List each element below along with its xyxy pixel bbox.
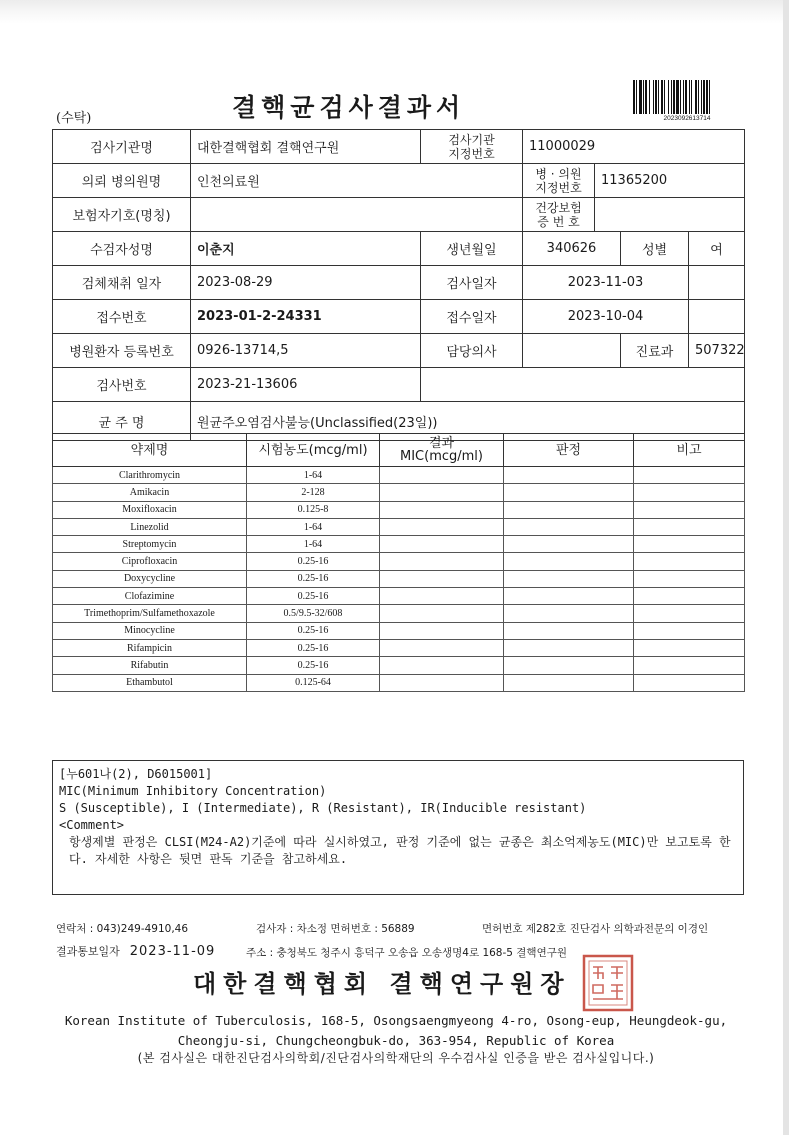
info-table [52, 129, 745, 441]
test-no-blank [421, 368, 745, 402]
table-row [53, 674, 745, 691]
barcode-bar [668, 80, 669, 114]
mic-cell [380, 536, 504, 553]
judgement-cell [504, 588, 634, 605]
document-title: 결핵균검사결과서 [232, 93, 466, 122]
barcode-bar [643, 80, 644, 114]
judgement-cell [504, 536, 634, 553]
header-remarks: 비고 [634, 434, 745, 467]
issuer-name: 대한결핵협회 결핵연구원장 [193, 969, 571, 998]
remarks-cell [634, 622, 745, 639]
drug-name-cell: Clofazimine [53, 588, 247, 605]
remarks-cell [634, 518, 745, 535]
report-date [56, 943, 215, 959]
barcode-bar [685, 80, 687, 114]
receipt-date-value: 2023-10-04 [523, 300, 689, 334]
english-address [50, 1011, 742, 1051]
barcode-bar [706, 80, 708, 114]
mic-cell [380, 657, 504, 674]
barcode-bar [653, 80, 654, 114]
mic-cell [380, 467, 504, 484]
concentration-cell: 1-64 [247, 536, 380, 553]
insurer-label: 보험자기호(명칭) [53, 198, 191, 232]
mic-cell [380, 622, 504, 639]
barcode-bar [658, 80, 659, 114]
hospital-no-value: 11365200 [595, 164, 745, 198]
health-ins-label-2: 증 번 호 [537, 214, 580, 229]
official-seal [581, 953, 635, 1013]
copy-type: (수탁) [56, 111, 92, 126]
mic-cell [380, 605, 504, 622]
judgement-cell [504, 501, 634, 518]
agency-no-label [421, 130, 523, 164]
certification-note: (본 검사실은 대한진단검사의학회/진단검사의학재단의 우수검사실 인증을 받은 검사실입니다.) [137, 1051, 655, 1065]
header-result-2: MIC(mcg/ml) [400, 449, 483, 464]
barcode-bar [655, 80, 657, 114]
notes-sir-definition: S (Susceptible), I (Intermediate), R (Resistant), IR(Inducible resistant) [59, 801, 587, 815]
remarks-cell [634, 501, 745, 518]
receipt-value: 2023-01-2-24331 [191, 300, 421, 334]
judgement-cell [504, 553, 634, 570]
concentration-cell: 0.125-8 [247, 501, 380, 518]
judgement-cell [504, 674, 634, 691]
concentration-cell: 0.25-16 [247, 553, 380, 570]
notes-comment-text: 항생제별 판정은 CLSI(M24-A2)기준에 따라 실시하였고, 판정 기준에 없는 균종은 최소억제농도(MIC)만 보고토록 한다. 자세한 사항은 뒷면 판독 기준을 참고하세요. [69, 835, 731, 866]
drug-name-cell: Clarithromycin [53, 467, 247, 484]
barcode-bar [689, 80, 690, 114]
info-row-registration [53, 334, 745, 368]
drug-name-cell: Ciprofloxacin [53, 553, 247, 570]
barcode-bar [683, 80, 684, 114]
info-row-agency [53, 130, 745, 164]
species-label: 균 주 명 [53, 402, 191, 441]
reg-value: 0926-13714,5 [191, 334, 421, 368]
footer-examiner: 검사자 : 차소정 면허번호 : 56889 [256, 923, 415, 935]
barcode-bars [632, 80, 742, 114]
mic-cell [380, 484, 504, 501]
table-row [53, 622, 745, 639]
patient-label: 수검자성명 [53, 232, 191, 266]
birth-value: 340626 [523, 232, 621, 266]
collect-label: 검체채취 일자 [53, 266, 191, 300]
test-no-label: 검사번호 [53, 368, 191, 402]
table-row [53, 467, 745, 484]
mic-cell [380, 588, 504, 605]
agency-label: 검사기관명 [53, 130, 191, 164]
table-row [53, 639, 745, 656]
report-date-label: 결과통보일자 [56, 945, 120, 958]
judgement-cell [504, 639, 634, 656]
doctor-label: 담당의사 [421, 334, 523, 368]
reg-label: 병원환자 등록번호 [53, 334, 191, 368]
collect-value: 2023-08-29 [191, 266, 421, 300]
table-row [53, 588, 745, 605]
mic-cell [380, 553, 504, 570]
barcode-bar [695, 80, 697, 114]
doctor-value [523, 334, 621, 368]
agency-no-label-2: 지정번호 [448, 146, 495, 161]
notes-mic-definition: MIC(Minimum Inhibitory Concentration) [59, 784, 327, 798]
sex-label: 성별 [621, 232, 689, 266]
notes-code: [누601나(2), D6015001] [59, 767, 213, 781]
english-address-line-2: Cheongju-si, Chungcheongbuk-do, 363-954, Republic of Korea [177, 1033, 615, 1048]
remarks-cell [634, 570, 745, 587]
susceptibility-table [52, 433, 745, 692]
notes-comment-label: <Comment> [59, 818, 125, 832]
remarks-cell [634, 484, 745, 501]
receipt-date-label: 접수일자 [421, 300, 523, 334]
health-ins-value [595, 198, 745, 232]
table-row [53, 570, 745, 587]
drug-name-cell: Minocycline [53, 622, 247, 639]
header-drug: 약제명 [53, 434, 247, 467]
concentration-cell: 0.5/9.5-32/608 [247, 605, 380, 622]
drug-name-cell: Doxycycline [53, 570, 247, 587]
table-row [53, 657, 745, 674]
barcode-bar [639, 80, 642, 114]
remarks-cell [634, 553, 745, 570]
agency-no-label-1: 검사기관 [448, 132, 495, 147]
table-row [53, 501, 745, 518]
header-concentration: 시험농도(mcg/ml) [247, 434, 380, 467]
birth-label: 생년월일 [421, 232, 523, 266]
concentration-cell: 1-64 [247, 518, 380, 535]
table-row [53, 484, 745, 501]
concentration-cell: 2-128 [247, 484, 380, 501]
hospital-label: 의뢰 병의원명 [53, 164, 191, 198]
test-no-value: 2023-21-13606 [191, 368, 421, 402]
report-date-value: 2023-11-09 [129, 944, 216, 959]
drug-name-cell: Moxifloxacin [53, 501, 247, 518]
table-row [53, 518, 745, 535]
table-row [53, 536, 745, 553]
drug-name-cell: Trimethoprim/Sulfamethoxazole [53, 605, 247, 622]
health-ins-label-1: 건강보험 [535, 200, 582, 215]
dept-label: 진료과 [621, 334, 689, 368]
barcode-bar [676, 80, 679, 114]
hospital-no-label [523, 164, 595, 198]
barcode-bar [664, 80, 665, 114]
dept-value: 507322 [689, 334, 745, 368]
agency-no-value: 11000029 [523, 130, 745, 164]
barcode-bar [661, 80, 663, 114]
barcode-bar [701, 80, 702, 114]
barcode-bar [709, 80, 710, 114]
header-result-1: 결과 [428, 436, 455, 451]
info-row-test-no [53, 368, 745, 402]
insurer-value [191, 198, 523, 232]
remarks-cell [634, 588, 745, 605]
susceptibility-body [53, 467, 745, 692]
info-row-receipt [53, 300, 745, 334]
concentration-cell: 0.25-16 [247, 639, 380, 656]
info-row-insurer [53, 198, 745, 232]
drug-name-cell: Streptomycin [53, 536, 247, 553]
judgement-cell [504, 467, 634, 484]
scan-edge [783, 0, 789, 1135]
header-judgement: 판정 [504, 434, 634, 467]
drug-name-cell: Linezolid [53, 518, 247, 535]
barcode [632, 80, 742, 122]
barcode-bar [673, 80, 675, 114]
barcode-bar [698, 80, 699, 114]
remarks-cell [634, 605, 745, 622]
concentration-cell: 0.25-16 [247, 622, 380, 639]
mic-cell [380, 501, 504, 518]
judgement-cell [504, 518, 634, 535]
drug-name-cell: Amikacin [53, 484, 247, 501]
footer-license: 면허번호 제282호 진단검사 의학과전문의 이경인 [482, 923, 709, 935]
barcode-bar [691, 80, 692, 114]
table-row [53, 553, 745, 570]
barcode-bar [645, 80, 647, 114]
remarks-cell [634, 657, 745, 674]
mic-cell [380, 518, 504, 535]
judgement-cell [504, 484, 634, 501]
judgement-cell [504, 622, 634, 639]
remarks-cell [634, 467, 745, 484]
barcode-bar [680, 80, 681, 114]
footer-address: 주소 : 충청북도 청주시 흥덕구 오송읍 오송생명4로 168-5 결핵연구원 [246, 947, 568, 959]
species-value: 원균주오염검사불능(Unclassified(23일)) [191, 402, 745, 441]
drug-name-cell: Rifampicin [53, 639, 247, 656]
info-row-patient [53, 232, 745, 266]
hospital-no-label-1: 병 · 의원 [535, 166, 582, 181]
test-date-label: 검사일자 [421, 266, 523, 300]
barcode-bar [636, 80, 637, 114]
judgement-cell [504, 657, 634, 674]
english-address-line-1: Korean Institute of Tuberculosis, 168-5, Osongsaengmyeong 4-ro, Osong-eup, Heungdeok-gu, [64, 1013, 728, 1028]
remarks-cell [634, 674, 745, 691]
test-date-value: 2023-11-03 [523, 266, 689, 300]
susceptibility-header-row [53, 434, 745, 467]
mic-cell [380, 570, 504, 587]
barcode-bar [649, 80, 650, 114]
info-row-hospital [53, 164, 745, 198]
judgement-cell [504, 605, 634, 622]
remarks-cell [634, 536, 745, 553]
header-result [380, 434, 504, 467]
judgement-cell [504, 570, 634, 587]
hospital-no-label-2: 지정번호 [535, 180, 582, 195]
test-date-blank [689, 266, 745, 300]
health-ins-label [523, 198, 595, 232]
receipt-date-blank [689, 300, 745, 334]
patient-value: 이춘지 [191, 232, 421, 266]
mic-cell [380, 639, 504, 656]
concentration-cell: 0.25-16 [247, 657, 380, 674]
remarks-cell [634, 639, 745, 656]
barcode-bar [633, 80, 635, 114]
drug-name-cell: Rifabutin [53, 657, 247, 674]
footer-contact: 연락처 : 043)249-4910,46 [56, 923, 189, 935]
concentration-cell: 0.125-64 [247, 674, 380, 691]
concentration-cell: 1-64 [247, 467, 380, 484]
barcode-bar [703, 80, 705, 114]
info-row-collect [53, 266, 745, 300]
concentration-cell: 0.25-16 [247, 588, 380, 605]
hospital-value: 인천의료원 [191, 164, 523, 198]
mic-cell [380, 674, 504, 691]
concentration-cell: 0.25-16 [247, 570, 380, 587]
barcode-bar [671, 80, 672, 114]
receipt-label: 접수번호 [53, 300, 191, 334]
sex-value: 여 [689, 232, 745, 266]
barcode-number: 2023092613714 [663, 115, 711, 122]
notes-box [52, 760, 744, 895]
drug-name-cell: Ethambutol [53, 674, 247, 691]
agency-value: 대한결핵협회 결핵연구원 [191, 130, 421, 164]
table-row [53, 605, 745, 622]
